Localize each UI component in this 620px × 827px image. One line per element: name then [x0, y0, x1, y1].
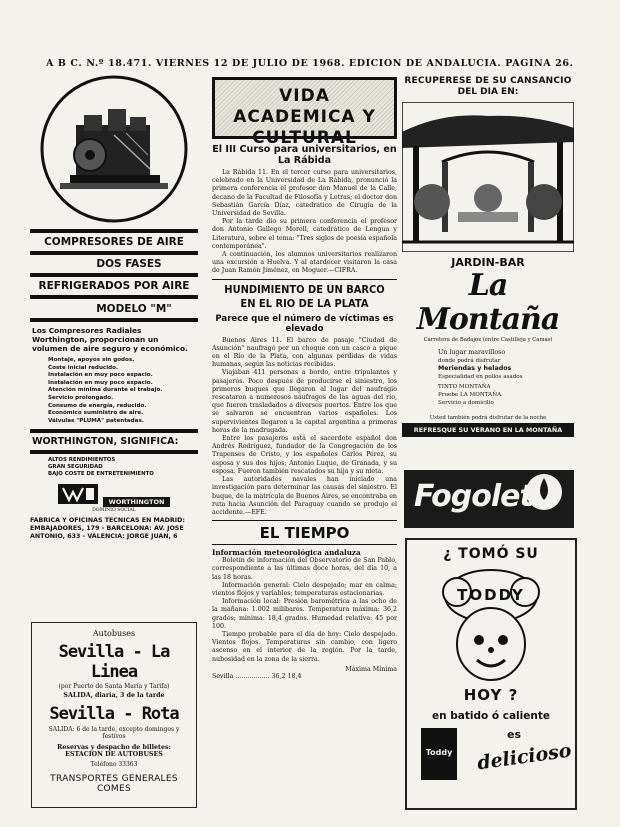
- list-item: ALTOS RENDIMIENTOS: [48, 457, 116, 464]
- bus-company: TRANSPORTES GENERALES COMES: [50, 774, 178, 794]
- rabida-body-1: La Rábida 11. En el tercer curso para universitarios, celebrado en la Universidad de La Rábida, pronunció la primera conferencia el profesor don Manuel de la Calle, decano de la Facultad de Filosofía y Letras; el doctor don Sebastián García Díaz, catedrático de Cirugía de la Universidad de Sevilla.: [212, 169, 397, 218]
- toddy-hot-cold: en batido ó caliente: [432, 710, 550, 722]
- barco-body-2: Viajaban 411 personas a bordo, entre tripulantes y pasajeros. Poco después de producirse el siniestro, los primeros buques que llegaron al lugar del naufragio rescataron a numerosos náufragos de las aguas del río, que fueron trasladados a diversos puertos. Entre los que se salvaron se encuentran varios españoles. Los supervivientes llegaron a la capital argentina a primeras horas de la madrugada.: [212, 369, 397, 434]
- rabida-body-2: Por la tarde dio su primera conferencia el profesor don Antonio Gallego Morell, catedrático de Lengua y Literatura, sobre el tema: "Tres siglos de poesía española contemporánea".: [212, 218, 397, 250]
- la-montana-ad: [402, 75, 574, 437]
- compressor-icon: [30, 75, 198, 225]
- worthington-logo-icon: [58, 484, 98, 504]
- logo-subtitle: DOMINIO SOCIAL: [92, 508, 136, 514]
- toddy-hoy: HOY ?: [463, 686, 519, 704]
- montana-strip-text: Usted también podrá disfrutar de la noche: [429, 415, 547, 421]
- montana-details: [402, 349, 574, 407]
- toddy-tin: [421, 728, 457, 780]
- toddy-question: ¿ TOMÓ SU: [443, 546, 539, 562]
- garden-illustration: [402, 102, 574, 252]
- list-item: Válvulas "PLUMA" patentadas.: [48, 417, 144, 424]
- heading-compresores: COMPRESORES DE AIRE: [44, 236, 184, 248]
- logo-text: WORTHINGTON: [103, 497, 171, 507]
- route-la-linea: Sevilla - La Linea: [58, 642, 170, 682]
- tiempo-table-header: Máxima Mínima: [345, 665, 397, 673]
- heading-refrigerados: REFRIGERADOS POR AIRE: [38, 280, 190, 292]
- list-item: Servicio prolongado.: [48, 394, 114, 401]
- barco-body-1: Buenos Aires 11. El barco de pasaje "Ciudad de Asunción" naufragó por un choque con un casco a pique en el Río de la Plata, con algunas pérdidas de vidas humanas, según las noticias recibidas.: [212, 336, 397, 369]
- headline-rabida: El III Curso para universitarios, en La Rábida: [212, 144, 397, 166]
- montana-address: Carretera de Badajoz (entre Castilleja y Camas): [423, 337, 553, 343]
- compressor-illustration: [30, 75, 198, 225]
- list-item: Consumo de energía, reducido.: [48, 402, 147, 409]
- rabida-body-3: A continuación, los alumnos universitarios realizaron una excursión a Huelva. Y al atardecer visitaron la casa de Juan Ramón Jiménez, en Moguer.—CIFRA.: [212, 251, 397, 275]
- barco-body-4: Las autoridades navales han iniciado una investigación para determinar las causas del siniestro. El buque, de la matrícula de Buenos Aires, se encontraba en ruta hacia Asunción del Paraguay cuando se produjo el accidente.—EFE.: [212, 476, 397, 516]
- list-item: Atención mínima durante el trabajo.: [48, 387, 163, 394]
- detail-line: Un lugar maravilloso: [438, 349, 506, 356]
- list-item: BAJO COSTE DE ENTRETENIMIENTO: [48, 471, 154, 478]
- route2-departure: SALIDA: 6 de la tarde, excepto domingos y festivos: [48, 726, 180, 740]
- toddy-mascot: [407, 562, 575, 686]
- heading-modelo: MODELO "M": [96, 303, 172, 315]
- news-column: [212, 75, 397, 680]
- list-item: Instalación en muy poco espacio.: [48, 379, 153, 386]
- features-list: [30, 357, 198, 425]
- headline-barco: HUNDIMIENTO DE UN BARCO EN EL RIO DE LA PLATA: [224, 282, 385, 310]
- detail-line: Meriendas y helados: [438, 365, 512, 372]
- detail-line: TINTO MONTAÑA: [438, 384, 491, 390]
- tiempo-body-3: Información local: Presión barométrica a las ocho de la mañana: 1.002 milibares. Temperatura máxima: 36,2 grados; mínima: 18,4 grados. Humedad relativa: 45 por 100.: [212, 598, 397, 630]
- toddy-brand: TODDY: [457, 586, 525, 604]
- vida-banner: [212, 77, 397, 148]
- intro-text: Los Compresores Radiales Worthington, proporcionan un volumen de aire seguro y económico.: [32, 326, 188, 353]
- list-item: Económico suministro de aire.: [48, 410, 144, 417]
- significa-list: [30, 454, 198, 478]
- tiempo-body-4: Tiempo probable para el día de hoy: Cielo despejado. Vientos flojos. Temperaturas sin cambio, con ligero ascenso en el interior de la región. Por la tarde, nubosidad en la zona de la sierra.: [212, 630, 397, 663]
- montana-name: La Montaña: [416, 268, 560, 337]
- telephone: Teléfono 33363: [90, 761, 138, 768]
- fogolet-ad: [404, 470, 574, 528]
- worthington-ad: [30, 75, 198, 541]
- tiempo-body-2: Información general: Cielo despejado; mar en calma; vientos flojos y variables; temperaturas estacionarias.: [212, 581, 397, 597]
- heading-dos-fases: DOS FASES: [96, 258, 162, 270]
- toddy-ad: [405, 538, 577, 810]
- tiempo-table-row: Sevilla ................. 36,2 18,4: [212, 672, 302, 680]
- list-item: Instalación en muy poco espacio.: [48, 372, 153, 379]
- vida-banner-title: VIDA ACADEMICA Y CULTURAL: [233, 86, 376, 148]
- heading-significa: WORTHINGTON, SIGNIFICA:: [32, 436, 179, 448]
- detail-line: Servicio a domicilio: [438, 400, 494, 406]
- jardin-bar-label: JARDIN-BAR: [451, 256, 525, 269]
- page-header: A B C. N.º 18.471. VIERNES 12 DE JULIO DE 1968. EDICION DE ANDALUCIA. PAGINA 26.: [46, 58, 574, 69]
- toddy-tin-label: Toddy: [425, 748, 453, 757]
- detail-line: Pruebe LA MONTAÑA: [438, 392, 502, 398]
- montana-heading: RECUPERESE DE SU CANSANCIO: [404, 76, 572, 86]
- factory-address: FABRICA Y OFICINAS TECNICAS EN MADRID: EMBAJADORES, 179 - BARCELONA: AV. JOSE ANTONIO, 633 - VALENCIA: JORGE JUAN, 6: [30, 517, 185, 541]
- route1-departure: SALIDA, diaria, 3 de la tarde: [63, 692, 165, 699]
- tiempo-body-1: Boletín de información del Observatorio de San Pablo, correspondiente a las últimas doce horas, del día 10, a las 18 horas.: [212, 557, 397, 581]
- subheadline-barco: Parece que el número de víctimas es elevado: [215, 313, 394, 334]
- subheadline-tiempo: Información meteorológica andaluza: [212, 548, 361, 558]
- montana-strip-banner: REFRESQUE SU VERANO EN LA MONTAÑA: [402, 423, 574, 437]
- toddy-delicioso: delicioso: [475, 739, 573, 775]
- detail-line: Especialidad en pollos asados: [438, 374, 523, 380]
- route-via: (por Puerto de Santa María y Tarifa): [58, 683, 170, 690]
- garden-icon: [402, 102, 574, 252]
- toddy-bottom: [407, 722, 575, 792]
- chef-face-icon: [407, 562, 575, 686]
- list-item: Coste inicial reducido.: [48, 364, 119, 371]
- list-item: Montaje, apoyos sin godos.: [48, 357, 135, 363]
- reservations: Reservas y despacho de billetes: ESTACION DE AUTOBUSES: [57, 744, 171, 758]
- montana-heading-2: DEL DIA EN:: [457, 87, 519, 97]
- worthington-logo: [30, 484, 198, 513]
- bus-ad: [31, 622, 197, 808]
- list-item: GRAN SEGURIDAD: [48, 464, 103, 471]
- barco-body-3: Entre los pasajeros está el sacerdote español don Andrés Rodríguez, fundador de la Congregación de los Trapenses de Cristo, y los españoles Carlos Pérez, su esposa y sus dos hijos; Antonio Luque, de Granada, y su esposa. Fueron también rescatados su hija y su nieta.: [212, 435, 397, 475]
- detail-line: donde podrá disfrutar: [438, 358, 501, 364]
- headline-tiempo: EL TIEMPO: [259, 524, 350, 543]
- fogolet-brand: Fogolet: [414, 479, 533, 514]
- route-rota: Sevilla - Rota: [49, 704, 179, 724]
- toddy-es: es: [507, 728, 522, 741]
- bus-label: Autobuses: [92, 629, 136, 638]
